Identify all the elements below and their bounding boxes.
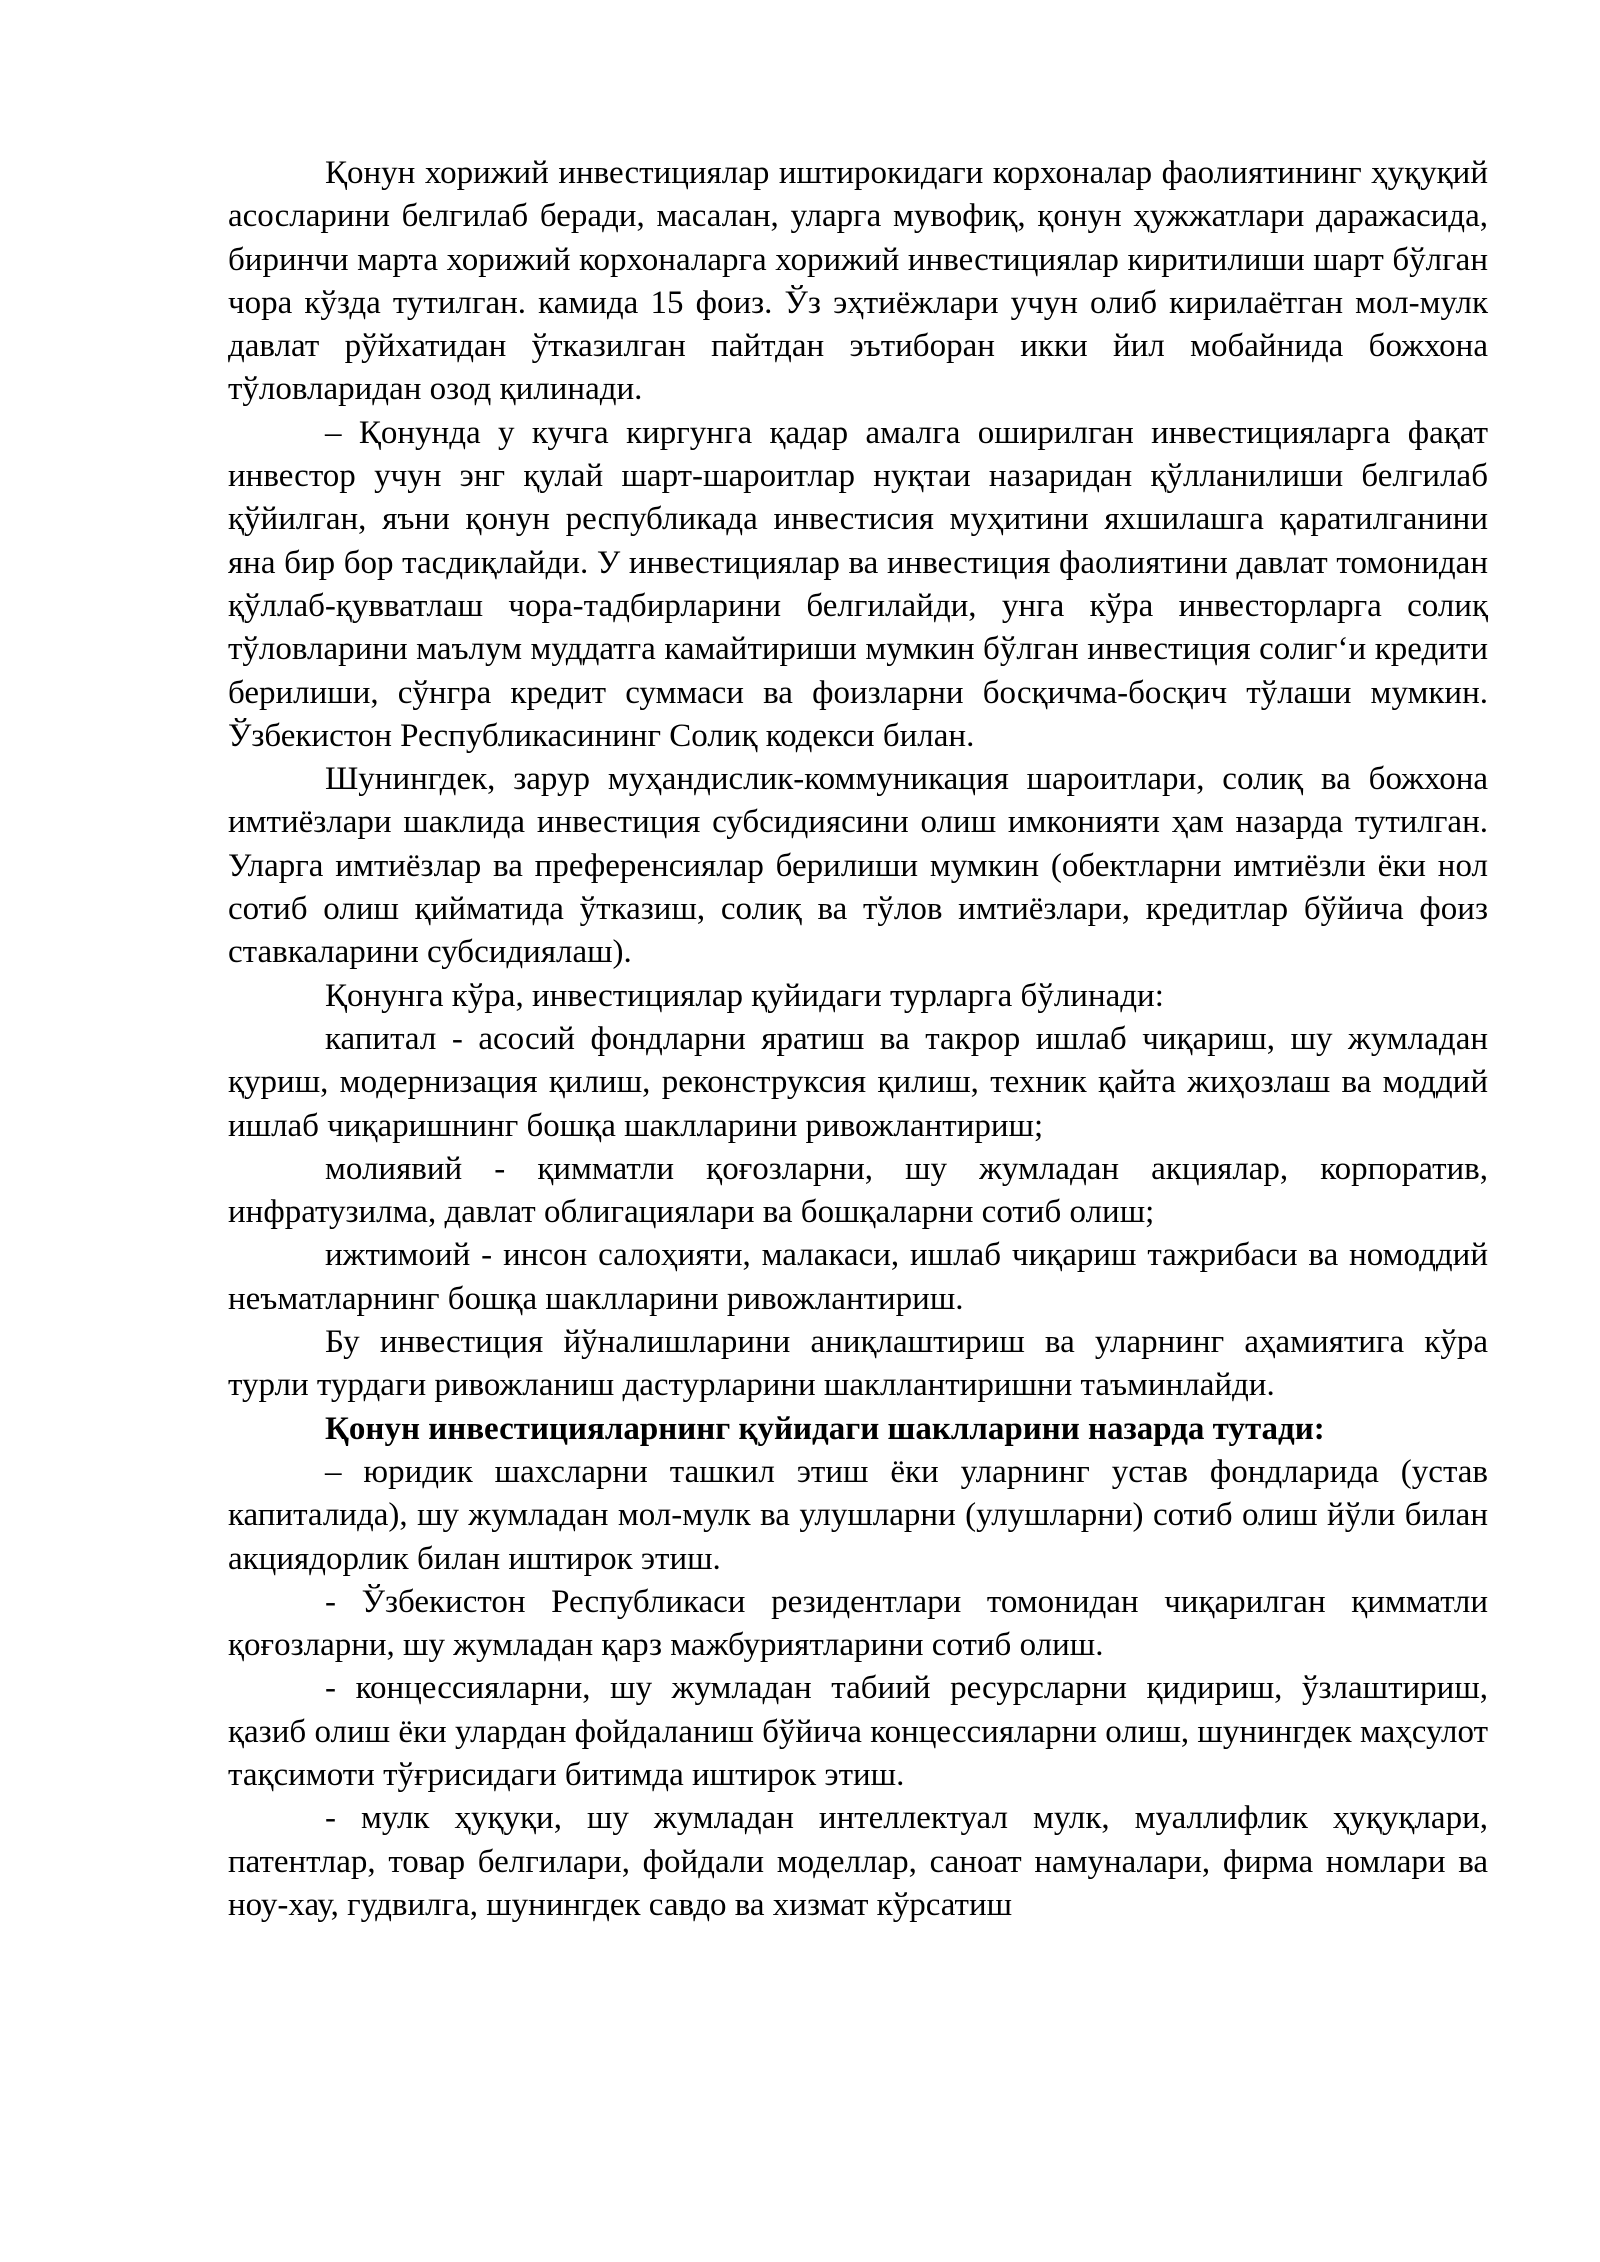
- paragraph-13: - мулк ҳуқуқи, шу жумладан интеллектуал мулк, муаллифлик ҳуқуқлари, патентлар, товар белгилари, фойдали моделлар, саноат намуналари, фирма номлари ва ноу-хау, гудвилга, шунингдек савдо ва хизмат кўрсатиш: [228, 1800, 1488, 1923]
- paragraph-3: Шунингдек, зарур муҳандислик-коммуникация шароитлари, солиқ ва божхона имтиёзлари шаклида инвестиция субсидиясини олиш имконияти ҳам назарда тутилган. Уларга имтиёзлар ва преференсиялар берилиши мумкин (обектларни имтиёзли ёки нол сотиб олиш қийматида ўтказиш, солиқ ва тўлов имтиёзлари, кредитлар бўйича фоиз ставкаларини субсидиялаш).: [228, 761, 1488, 971]
- paragraph-1: Қонун хорижий инвестициялар иштирокидаги корхоналар фаолиятининг ҳуқуқий асосларини белгилаб беради, масалан, уларга мувофиқ, қонун ҳужжатлари даражасида, биринчи марта хорижий корхоналарга хорижий инвестициялар киритилиши шарт бўлган чора кўзда тутилган. камида 15 фоиз. Ўз эҳтиёжлари учун олиб кирилаётган мол-мулк давлат рўйхатидан ўтказилган пайтдан эътиборан икки йил мобайнида божхона тўловларидан озод қилинади.: [228, 155, 1488, 408]
- paragraph-5-capital: капитал - асосий фондларни яратиш ва такрор ишлаб чиқариш, шу жумладан қуриш, модернизация қилиш, реконструксия қилиш, техник қайта жиҳозлаш ва моддий ишлаб чиқаришнинг бошқа шаклларини ривожлантириш;: [228, 1020, 1488, 1144]
- paragraph-12: - концессияларни, шу жумладан табиий ресурсларни қидириш, ўзлаштириш, қазиб олиш ёки улардан фойдаланиш бўйича концессияларни олиш, шунингдек маҳсулот тақсимоти тўғрисидаги битимда иштирок этиш.: [228, 1670, 1488, 1793]
- paragraph-7-social: ижтимоий - инсон салоҳияти, малакаси, ишлаб чиқариш тажрибаси ва номоддий неъматларнинг бошқа шаклларини ривожлантириш.: [228, 1237, 1488, 1317]
- paragraph-10: – юридик шахсларни ташкил этиш ёки уларнинг устав фондларида (устав капиталида), шу жумладан мол-мулк ва улушларни (улушларни) сотиб олиш йўли билан акциядорлик билан иштирок этиш.: [228, 1453, 1488, 1577]
- paragraph-2: – Қонунда у кучга киргунга қадар амалга оширилган инвестицияларга фақат инвестор учун энг қулай шарт-шароитлар нуқтаи назаридан қўлланилиши белгилаб қўйилган, яъни қонун республикада инвестисия муҳитини яхшилашга қаратилганини яна бир бор тасдиқлайди. У инвестициялар ва инвестиция фаолиятини давлат томонидан қўллаб-қувватлаш чора-тадбирларини белгилайди, унга кўра инвесторларга солиқ тўловларини маълум муддатга камайтириши мумкин бўлган инвестиция солигʻи кредити берилиши, сўнгра кредит суммаси ва фоизларни босқичма-босқич тўлаши мумкин. Ўзбекистон Республикасининг Солиқ кодекси билан.: [228, 414, 1488, 754]
- document-body: [228, 152, 1488, 1927]
- paragraph-11: - Ўзбекистон Республикаси резидентлари томонидан чиқарилган қимматли қоғозларни, шу жумладан қарз мажбуриятларини сотиб олиш.: [228, 1583, 1488, 1664]
- section-heading: Қонун инвестицияларнинг қуйидаги шаклларини назарда тутади:: [325, 1410, 1325, 1447]
- paragraph-8: Бу инвестиция йўналишларини аниқлаштириш ва уларнинг аҳамиятига кўра турли турдаги ривожланиш дастурларини шакллантиришни таъминлайди.: [228, 1324, 1488, 1404]
- paragraph-4: Қонунга кўра, инвестициялар қуйидаги турларга бўлинади:: [325, 977, 1164, 1014]
- paragraph-6-financial: молиявий - қимматли қоғозларни, шу жумладан акциялар, корпоратив, инфратузилма, давлат облигациялари ва бошқаларни сотиб олиш;: [228, 1150, 1488, 1231]
